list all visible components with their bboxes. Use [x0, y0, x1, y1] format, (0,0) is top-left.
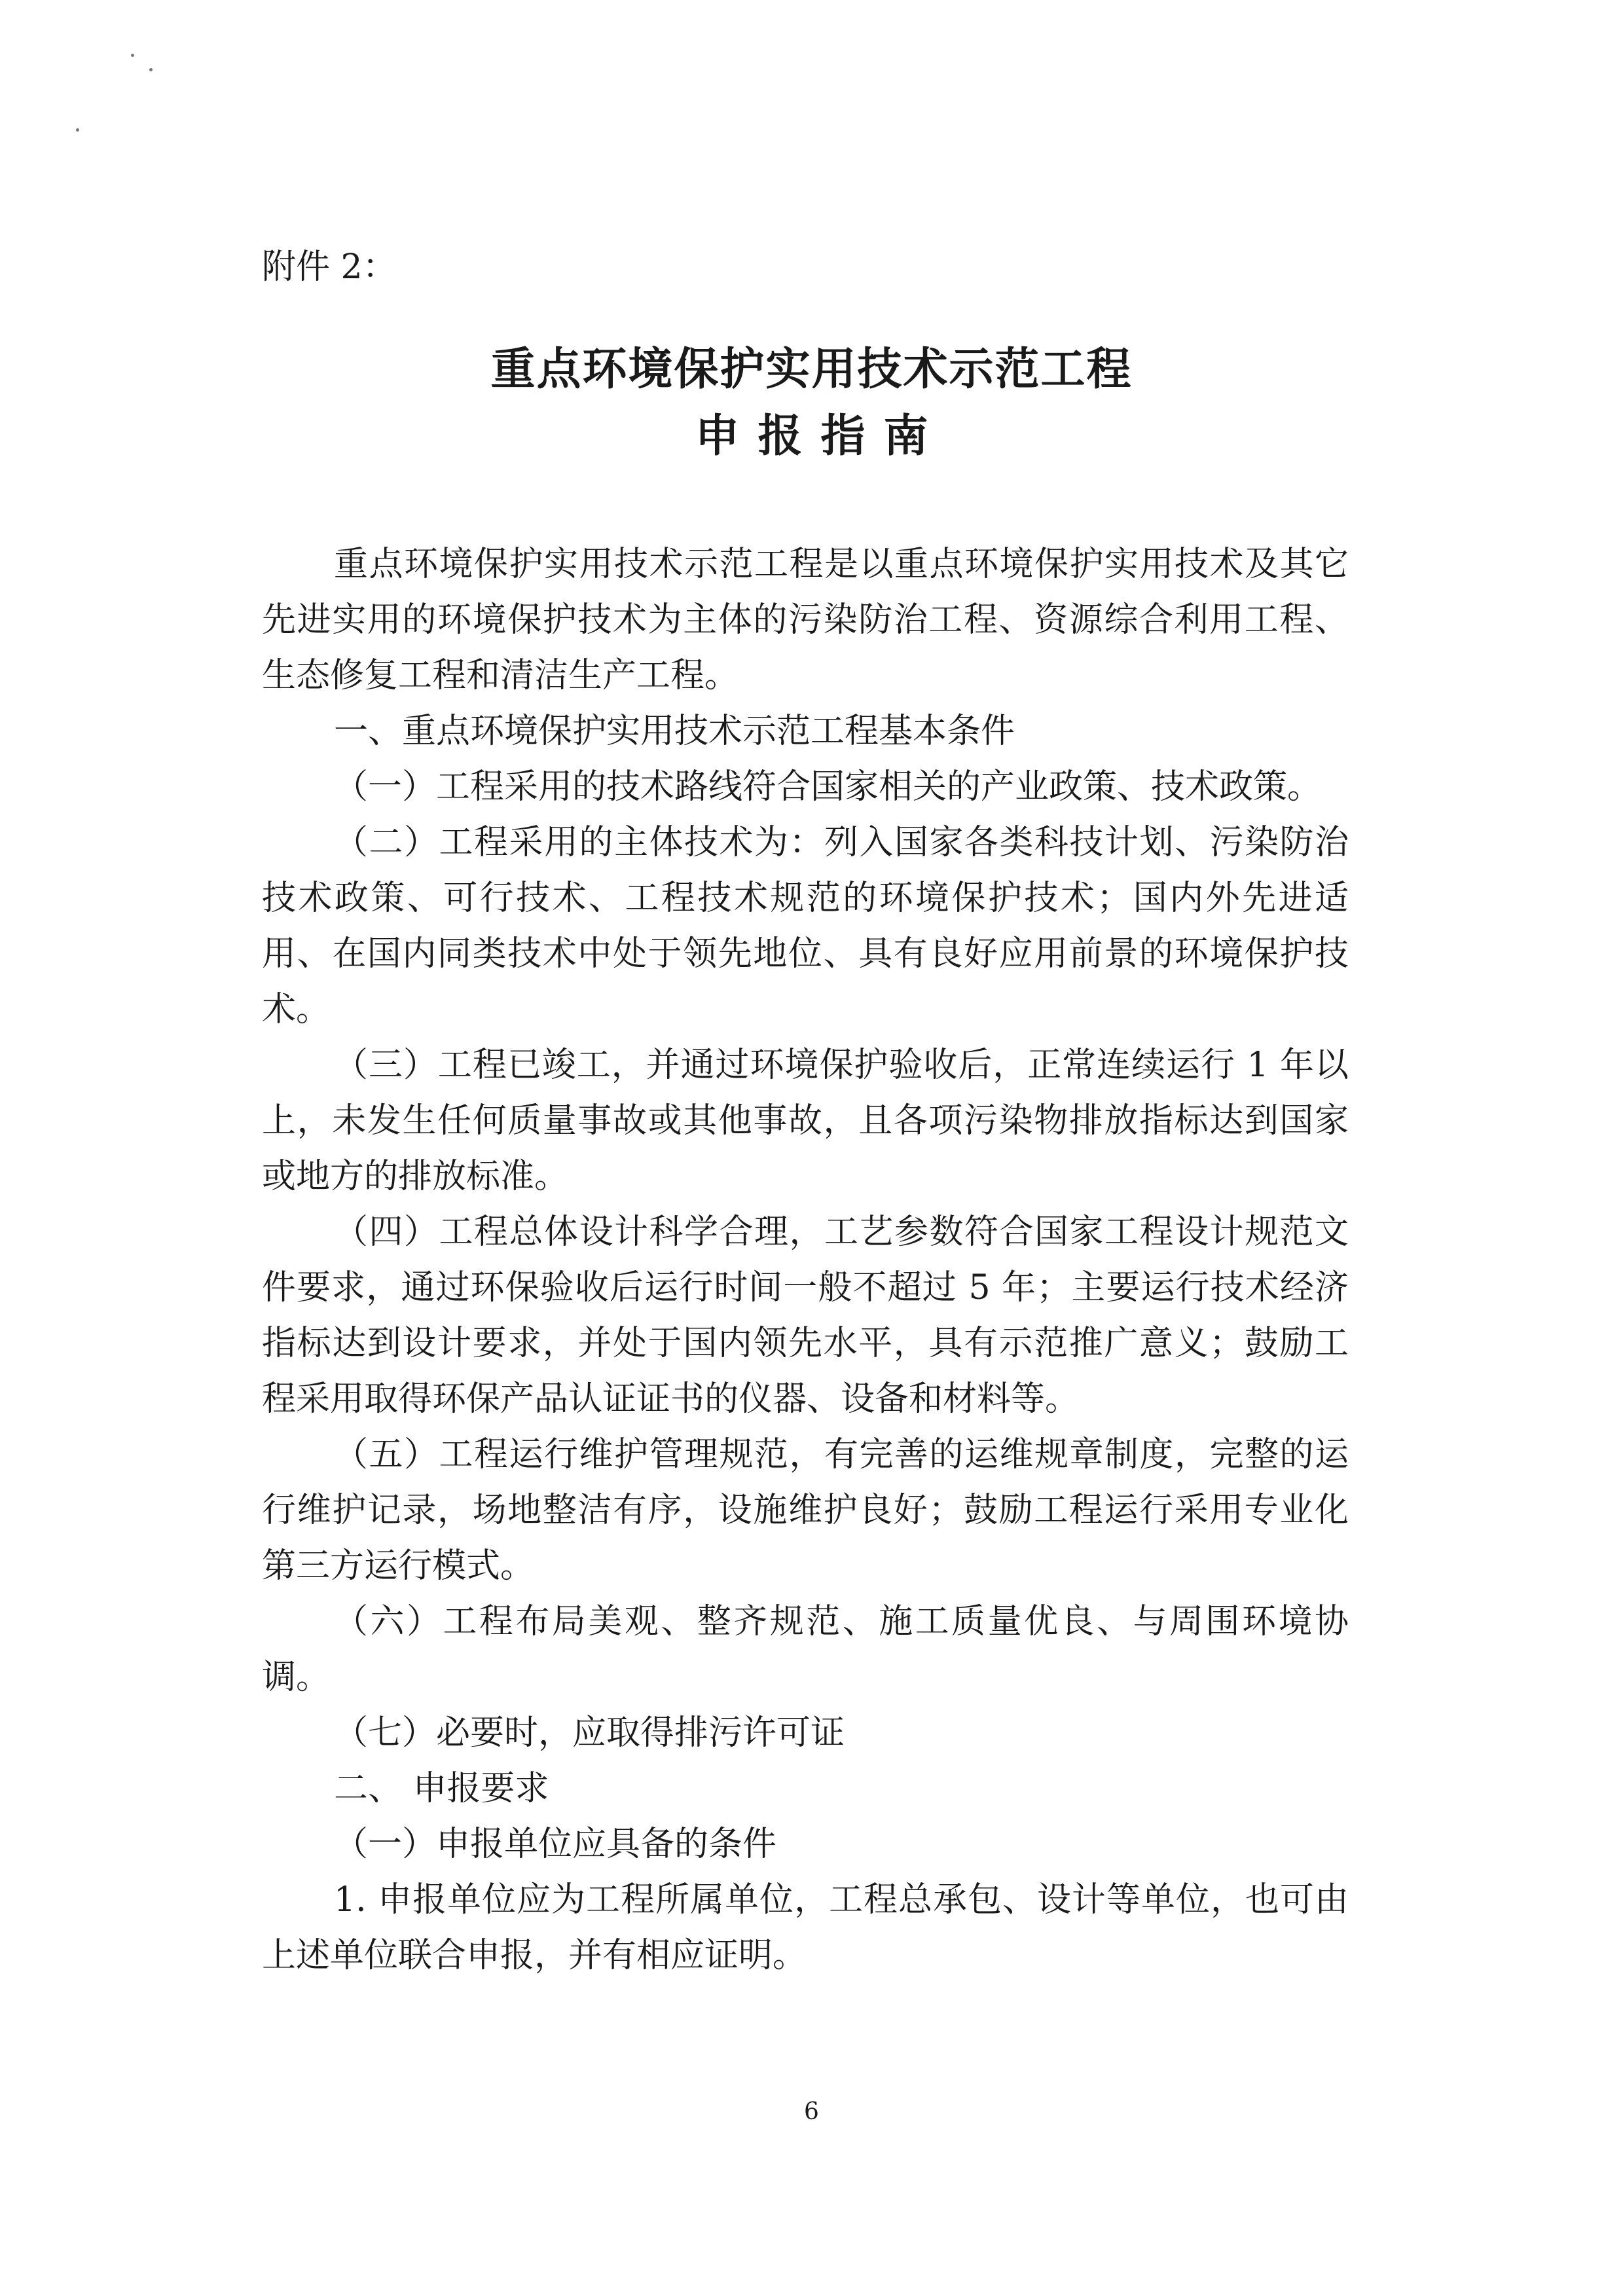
- scan-speck: [76, 128, 79, 132]
- paragraph-condition-1: （一）工程采用的技术路线符合国家相关的产业政策、技术政策。: [334, 767, 1322, 807]
- page-number: 6: [804, 2098, 819, 2125]
- section-heading-1: 一、重点环境保护实用技术示范工程基本条件: [334, 712, 1015, 751]
- scan-speck: [149, 68, 153, 71]
- paragraph-condition-6: （六）工程布局美观、整齐规范、施工质量优良、与周围环境协调。: [262, 1602, 1349, 1697]
- paragraph-condition-3: （三）工程已竣工，并通过环境保护验收后，正常连续运行 1 年以上，未发生任何质量事故或其他事故，且各项污染物排放指标达到国家或地方的排放标准。: [262, 1046, 1349, 1196]
- paragraph-condition-5: （五）工程运行维护管理规范，有完善的运维规章制度，完整的运行维护记录，场地整洁有序，设施维护良好；鼓励工程运行采用专业化第三方运行模式。: [262, 1435, 1349, 1586]
- document-body: [262, 537, 1349, 1984]
- paragraph-condition-2: （二）工程采用的主体技术为：列入国家各类科技计划、污染防治技术政策、可行技术、工程技术规范的环境保护技术；国内外先进适用、在国内同类技术中处于领先地位、具有良好应用前景的环境保护技术。: [262, 823, 1349, 1029]
- subsection-heading: （一）申报单位应具备的条件: [334, 1825, 777, 1864]
- paragraph-requirement-1: 1. 申报单位应为工程所属单位，工程总承包、设计等单位，也可由上述单位联合申报，并有相应证明。: [262, 1880, 1349, 1975]
- paragraph-condition-7: （七）必要时，应取得排污许可证: [334, 1713, 845, 1753]
- paragraph-intro: 重点环境保护实用技术示范工程是以重点环境保护实用技术及其它先进实用的环境保护技术为主体的污染防治工程、资源综合利用工程、生态修复工程和清洁生产工程。: [262, 545, 1349, 695]
- scan-speck: [131, 54, 134, 57]
- document-title: 重点环境保护实用技术示范工程: [490, 344, 1133, 395]
- document-subtitle: 申报指南: [695, 410, 947, 462]
- section-heading-2: 二、 申报要求: [334, 1769, 549, 1808]
- paragraph-condition-4: （四）工程总体设计科学合理，工艺参数符合国家工程设计规范文件要求，通过环保验收后运行时间一般不超过 5 年；主要运行技术经济指标达到设计要求，并处于国内领先水平，具有示范推广意义；鼓励工程采用取得环保产品认证证书的仪器、设备和材料等。: [262, 1212, 1349, 1419]
- attachment-label: 附件 2：: [262, 247, 397, 287]
